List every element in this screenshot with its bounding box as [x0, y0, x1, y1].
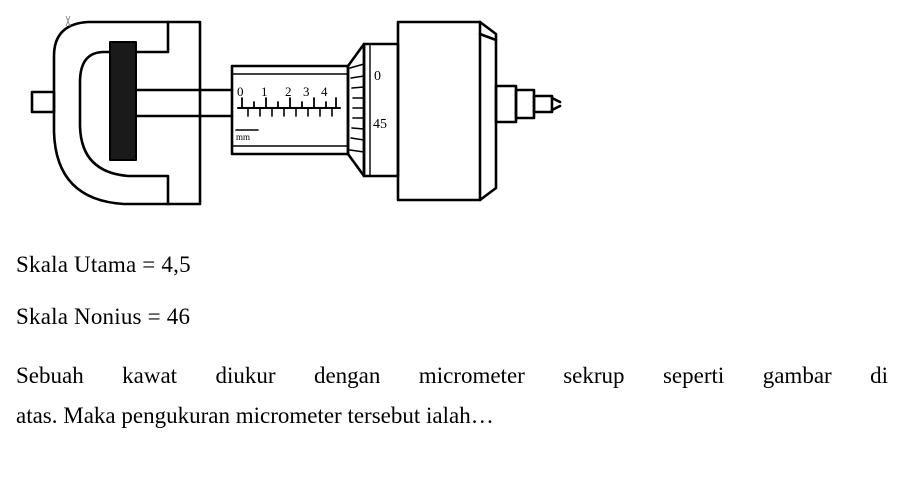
sleeve-sub-label: mm: [236, 132, 251, 142]
answer-text-block: [16, 248, 896, 436]
tick-label-0: 0: [237, 84, 244, 99]
thimble-label-0: 0: [374, 69, 381, 84]
vernier-scale-reading: Skala Nonius = 46: [16, 304, 191, 329]
micrometer-screw-gauge-icon: [18, 4, 578, 224]
tick-label-4: 4: [321, 84, 328, 99]
thimble-label-45: 45: [373, 117, 387, 132]
question-line-1: Sebuah kawat diukur dengan micrometer sekrup seperti gambar di: [16, 363, 888, 388]
tick-label-1: 1: [261, 84, 268, 99]
thimble-numerals: [373, 69, 387, 132]
question-paragraph: [16, 356, 888, 436]
question-line-2: atas. Maka pengukuran micrometer tersebut ialah…: [16, 403, 494, 428]
main-scale-numerals: [237, 84, 328, 99]
micrometer-figure: [18, 4, 578, 224]
stray-pencil-mark: [66, 16, 70, 26]
tick-label-3: 3: [303, 84, 310, 99]
tick-label-2: 2: [285, 84, 292, 99]
main-scale-reading: Skala Utama = 4,5: [16, 252, 191, 277]
